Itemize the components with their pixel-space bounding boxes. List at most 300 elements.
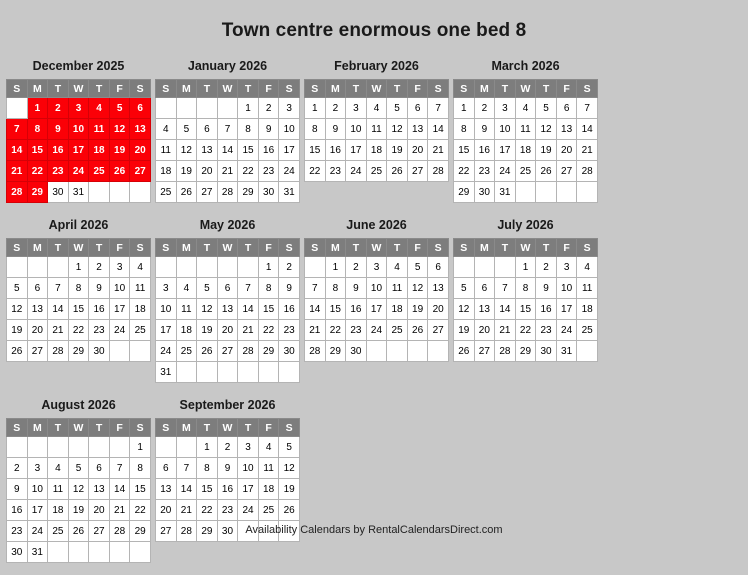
available-day-cell[interactable]: 28 (217, 182, 238, 203)
available-day-cell[interactable]: 17 (346, 140, 367, 161)
available-day-cell[interactable]: 13 (27, 299, 48, 320)
available-day-cell[interactable]: 21 (109, 500, 130, 521)
available-day-cell[interactable]: 10 (366, 278, 387, 299)
available-day-cell[interactable]: 27 (89, 521, 110, 542)
available-day-cell[interactable]: 21 (577, 140, 598, 161)
available-day-cell[interactable]: 19 (454, 320, 475, 341)
booked-day-cell[interactable]: 21 (7, 161, 28, 182)
available-day-cell[interactable]: 14 (48, 299, 69, 320)
available-day-cell[interactable]: 31 (27, 542, 48, 563)
available-day-cell[interactable]: 27 (156, 521, 177, 542)
available-day-cell[interactable]: 2 (279, 257, 300, 278)
available-day-cell[interactable]: 19 (279, 479, 300, 500)
available-day-cell[interactable]: 29 (515, 341, 536, 362)
available-day-cell[interactable]: 3 (238, 437, 259, 458)
available-day-cell[interactable]: 9 (346, 278, 367, 299)
available-day-cell[interactable]: 4 (387, 257, 408, 278)
available-day-cell[interactable]: 24 (495, 161, 516, 182)
available-day-cell[interactable]: 25 (366, 161, 387, 182)
available-day-cell[interactable]: 19 (536, 140, 557, 161)
available-day-cell[interactable]: 2 (258, 98, 279, 119)
booked-day-cell[interactable]: 5 (109, 98, 130, 119)
available-day-cell[interactable]: 31 (156, 362, 177, 383)
available-day-cell[interactable]: 15 (258, 299, 279, 320)
available-day-cell[interactable]: 7 (495, 278, 516, 299)
available-day-cell[interactable]: 26 (407, 320, 428, 341)
available-day-cell[interactable]: 27 (474, 341, 495, 362)
booked-day-cell[interactable]: 10 (68, 119, 89, 140)
available-day-cell[interactable]: 11 (130, 278, 151, 299)
available-day-cell[interactable]: 10 (279, 119, 300, 140)
available-day-cell[interactable]: 27 (556, 161, 577, 182)
available-day-cell[interactable]: 1 (130, 437, 151, 458)
available-day-cell[interactable]: 2 (536, 257, 557, 278)
available-day-cell[interactable]: 3 (156, 278, 177, 299)
available-day-cell[interactable]: 1 (197, 437, 218, 458)
booked-day-cell[interactable]: 1 (27, 98, 48, 119)
available-day-cell[interactable]: 21 (305, 320, 326, 341)
available-day-cell[interactable]: 4 (48, 458, 69, 479)
available-day-cell[interactable]: 7 (428, 98, 449, 119)
available-day-cell[interactable]: 4 (577, 257, 598, 278)
available-day-cell[interactable]: 18 (130, 299, 151, 320)
available-day-cell[interactable]: 18 (515, 140, 536, 161)
booked-day-cell[interactable]: 17 (68, 140, 89, 161)
available-day-cell[interactable]: 5 (387, 98, 408, 119)
available-day-cell[interactable]: 16 (325, 140, 346, 161)
available-day-cell[interactable]: 22 (197, 500, 218, 521)
available-day-cell[interactable]: 9 (536, 278, 557, 299)
available-day-cell[interactable]: 11 (156, 140, 177, 161)
available-day-cell[interactable]: 9 (279, 278, 300, 299)
available-day-cell[interactable]: 3 (279, 98, 300, 119)
available-day-cell[interactable]: 10 (495, 119, 516, 140)
available-day-cell[interactable]: 24 (346, 161, 367, 182)
available-day-cell[interactable]: 3 (27, 458, 48, 479)
available-day-cell[interactable]: 18 (48, 500, 69, 521)
available-day-cell[interactable]: 4 (176, 278, 197, 299)
available-day-cell[interactable]: 6 (156, 458, 177, 479)
available-day-cell[interactable]: 6 (197, 119, 218, 140)
available-day-cell[interactable]: 14 (217, 140, 238, 161)
available-day-cell[interactable]: 16 (536, 299, 557, 320)
available-day-cell[interactable]: 25 (48, 521, 69, 542)
available-day-cell[interactable]: 24 (279, 161, 300, 182)
available-day-cell[interactable]: 26 (197, 341, 218, 362)
available-day-cell[interactable]: 9 (474, 119, 495, 140)
available-day-cell[interactable]: 10 (238, 458, 259, 479)
booked-day-cell[interactable]: 2 (48, 98, 69, 119)
available-day-cell[interactable]: 24 (156, 341, 177, 362)
booked-day-cell[interactable]: 29 (27, 182, 48, 203)
available-day-cell[interactable]: 6 (407, 98, 428, 119)
available-day-cell[interactable]: 5 (197, 278, 218, 299)
available-day-cell[interactable]: 17 (238, 479, 259, 500)
available-day-cell[interactable]: 8 (515, 278, 536, 299)
available-day-cell[interactable]: 3 (556, 257, 577, 278)
available-day-cell[interactable]: 30 (536, 341, 557, 362)
available-day-cell[interactable]: 15 (305, 140, 326, 161)
available-day-cell[interactable]: 11 (258, 458, 279, 479)
booked-day-cell[interactable]: 15 (27, 140, 48, 161)
available-day-cell[interactable]: 14 (238, 299, 259, 320)
booked-day-cell[interactable]: 20 (130, 140, 151, 161)
available-day-cell[interactable]: 13 (89, 479, 110, 500)
available-day-cell[interactable]: 26 (536, 161, 557, 182)
available-day-cell[interactable]: 1 (258, 257, 279, 278)
available-day-cell[interactable]: 2 (89, 257, 110, 278)
available-day-cell[interactable]: 8 (130, 458, 151, 479)
available-day-cell[interactable]: 17 (279, 140, 300, 161)
available-day-cell[interactable]: 24 (109, 320, 130, 341)
available-day-cell[interactable]: 5 (407, 257, 428, 278)
available-day-cell[interactable]: 1 (515, 257, 536, 278)
available-day-cell[interactable]: 30 (474, 182, 495, 203)
available-day-cell[interactable]: 18 (387, 299, 408, 320)
available-day-cell[interactable]: 5 (7, 278, 28, 299)
available-day-cell[interactable]: 21 (176, 500, 197, 521)
booked-day-cell[interactable]: 9 (48, 119, 69, 140)
available-day-cell[interactable]: 10 (156, 299, 177, 320)
available-day-cell[interactable]: 28 (109, 521, 130, 542)
available-day-cell[interactable]: 9 (325, 119, 346, 140)
booked-day-cell[interactable]: 3 (68, 98, 89, 119)
available-day-cell[interactable]: 6 (27, 278, 48, 299)
available-day-cell[interactable]: 18 (176, 320, 197, 341)
available-day-cell[interactable]: 20 (474, 320, 495, 341)
available-day-cell[interactable]: 21 (48, 320, 69, 341)
available-day-cell[interactable]: 1 (454, 98, 475, 119)
available-day-cell[interactable]: 6 (556, 98, 577, 119)
available-day-cell[interactable]: 1 (305, 98, 326, 119)
available-day-cell[interactable]: 9 (7, 479, 28, 500)
available-day-cell[interactable]: 26 (7, 341, 28, 362)
available-day-cell[interactable]: 28 (495, 341, 516, 362)
available-day-cell[interactable]: 22 (454, 161, 475, 182)
available-day-cell[interactable]: 5 (176, 119, 197, 140)
available-day-cell[interactable]: 12 (387, 119, 408, 140)
available-day-cell[interactable]: 19 (407, 299, 428, 320)
available-day-cell[interactable]: 31 (279, 182, 300, 203)
booked-day-cell[interactable]: 27 (130, 161, 151, 182)
available-day-cell[interactable]: 11 (387, 278, 408, 299)
available-day-cell[interactable]: 13 (217, 299, 238, 320)
available-day-cell[interactable]: 12 (68, 479, 89, 500)
available-day-cell[interactable]: 20 (156, 500, 177, 521)
available-day-cell[interactable]: 5 (279, 437, 300, 458)
available-day-cell[interactable]: 14 (577, 119, 598, 140)
available-day-cell[interactable]: 16 (89, 299, 110, 320)
available-day-cell[interactable]: 7 (238, 278, 259, 299)
booked-day-cell[interactable]: 12 (109, 119, 130, 140)
available-day-cell[interactable]: 12 (407, 278, 428, 299)
available-day-cell[interactable]: 10 (27, 479, 48, 500)
available-day-cell[interactable]: 11 (515, 119, 536, 140)
available-day-cell[interactable]: 16 (258, 140, 279, 161)
available-day-cell[interactable]: 16 (7, 500, 28, 521)
available-day-cell[interactable]: 12 (454, 299, 475, 320)
available-day-cell[interactable]: 25 (130, 320, 151, 341)
available-day-cell[interactable]: 24 (366, 320, 387, 341)
available-day-cell[interactable]: 20 (217, 320, 238, 341)
available-day-cell[interactable]: 28 (48, 341, 69, 362)
available-day-cell[interactable]: 13 (556, 119, 577, 140)
available-day-cell[interactable]: 23 (346, 320, 367, 341)
available-day-cell[interactable]: 8 (258, 278, 279, 299)
available-day-cell[interactable]: 13 (197, 140, 218, 161)
available-day-cell[interactable]: 22 (305, 161, 326, 182)
available-day-cell[interactable]: 6 (428, 257, 449, 278)
booked-day-cell[interactable]: 14 (7, 140, 28, 161)
available-day-cell[interactable]: 17 (27, 500, 48, 521)
available-day-cell[interactable]: 8 (325, 278, 346, 299)
available-day-cell[interactable]: 29 (454, 182, 475, 203)
available-day-cell[interactable]: 28 (577, 161, 598, 182)
available-day-cell[interactable]: 11 (48, 479, 69, 500)
available-day-cell[interactable]: 22 (515, 320, 536, 341)
available-day-cell[interactable]: 20 (197, 161, 218, 182)
available-day-cell[interactable]: 17 (109, 299, 130, 320)
available-day-cell[interactable]: 22 (258, 320, 279, 341)
available-day-cell[interactable]: 12 (7, 299, 28, 320)
booked-day-cell[interactable]: 19 (109, 140, 130, 161)
available-day-cell[interactable]: 17 (495, 140, 516, 161)
available-day-cell[interactable]: 28 (305, 341, 326, 362)
available-day-cell[interactable]: 29 (238, 182, 259, 203)
available-day-cell[interactable]: 23 (536, 320, 557, 341)
available-day-cell[interactable]: 29 (258, 341, 279, 362)
available-day-cell[interactable]: 19 (387, 140, 408, 161)
booked-day-cell[interactable]: 7 (7, 119, 28, 140)
available-day-cell[interactable]: 2 (325, 98, 346, 119)
available-day-cell[interactable]: 8 (238, 119, 259, 140)
available-day-cell[interactable]: 19 (197, 320, 218, 341)
available-day-cell[interactable]: 3 (346, 98, 367, 119)
available-day-cell[interactable]: 16 (346, 299, 367, 320)
available-day-cell[interactable]: 23 (474, 161, 495, 182)
available-day-cell[interactable]: 18 (577, 299, 598, 320)
available-day-cell[interactable]: 20 (428, 299, 449, 320)
available-day-cell[interactable]: 30 (48, 182, 69, 203)
available-day-cell[interactable]: 4 (130, 257, 151, 278)
available-day-cell[interactable]: 14 (109, 479, 130, 500)
available-day-cell[interactable]: 3 (109, 257, 130, 278)
available-day-cell[interactable]: 22 (238, 161, 259, 182)
available-day-cell[interactable]: 22 (130, 500, 151, 521)
available-day-cell[interactable]: 23 (279, 320, 300, 341)
available-day-cell[interactable]: 21 (495, 320, 516, 341)
available-day-cell[interactable]: 22 (325, 320, 346, 341)
available-day-cell[interactable]: 18 (156, 161, 177, 182)
available-day-cell[interactable]: 23 (217, 500, 238, 521)
available-day-cell[interactable]: 16 (279, 299, 300, 320)
available-day-cell[interactable]: 19 (68, 500, 89, 521)
available-day-cell[interactable]: 23 (258, 161, 279, 182)
available-day-cell[interactable]: 30 (217, 521, 238, 542)
available-day-cell[interactable]: 20 (27, 320, 48, 341)
available-day-cell[interactable]: 16 (217, 479, 238, 500)
available-day-cell[interactable]: 13 (474, 299, 495, 320)
available-day-cell[interactable]: 15 (454, 140, 475, 161)
available-day-cell[interactable]: 24 (556, 320, 577, 341)
available-day-cell[interactable]: 31 (68, 182, 89, 203)
available-day-cell[interactable]: 2 (346, 257, 367, 278)
available-day-cell[interactable]: 7 (577, 98, 598, 119)
available-day-cell[interactable]: 13 (156, 479, 177, 500)
booked-day-cell[interactable]: 28 (7, 182, 28, 203)
available-day-cell[interactable]: 21 (238, 320, 259, 341)
available-day-cell[interactable]: 25 (577, 320, 598, 341)
available-day-cell[interactable]: 19 (7, 320, 28, 341)
available-day-cell[interactable]: 25 (156, 182, 177, 203)
available-day-cell[interactable]: 4 (156, 119, 177, 140)
available-day-cell[interactable]: 18 (366, 140, 387, 161)
available-day-cell[interactable]: 23 (325, 161, 346, 182)
booked-day-cell[interactable]: 11 (89, 119, 110, 140)
available-day-cell[interactable]: 8 (305, 119, 326, 140)
available-day-cell[interactable]: 29 (197, 521, 218, 542)
booked-day-cell[interactable]: 26 (109, 161, 130, 182)
available-day-cell[interactable]: 18 (258, 479, 279, 500)
available-day-cell[interactable]: 19 (176, 161, 197, 182)
available-day-cell[interactable]: 27 (27, 341, 48, 362)
available-day-cell[interactable]: 30 (7, 542, 28, 563)
available-day-cell[interactable]: 11 (577, 278, 598, 299)
available-day-cell[interactable]: 4 (258, 437, 279, 458)
available-day-cell[interactable]: 5 (454, 278, 475, 299)
available-day-cell[interactable]: 10 (346, 119, 367, 140)
booked-day-cell[interactable]: 23 (48, 161, 69, 182)
available-day-cell[interactable]: 15 (130, 479, 151, 500)
available-day-cell[interactable]: 17 (556, 299, 577, 320)
booked-day-cell[interactable]: 18 (89, 140, 110, 161)
available-day-cell[interactable]: 25 (176, 341, 197, 362)
available-day-cell[interactable]: 8 (68, 278, 89, 299)
available-day-cell[interactable]: 24 (27, 521, 48, 542)
booked-day-cell[interactable]: 22 (27, 161, 48, 182)
available-day-cell[interactable]: 14 (176, 479, 197, 500)
available-day-cell[interactable]: 12 (176, 140, 197, 161)
available-day-cell[interactable]: 29 (325, 341, 346, 362)
available-day-cell[interactable]: 12 (536, 119, 557, 140)
available-day-cell[interactable]: 2 (474, 98, 495, 119)
available-day-cell[interactable]: 26 (68, 521, 89, 542)
available-day-cell[interactable]: 15 (238, 140, 259, 161)
available-day-cell[interactable]: 21 (217, 161, 238, 182)
available-day-cell[interactable]: 20 (556, 140, 577, 161)
available-day-cell[interactable]: 11 (366, 119, 387, 140)
available-day-cell[interactable]: 9 (258, 119, 279, 140)
available-day-cell[interactable]: 28 (176, 521, 197, 542)
available-day-cell[interactable]: 6 (89, 458, 110, 479)
available-day-cell[interactable]: 7 (217, 119, 238, 140)
available-day-cell[interactable]: 25 (258, 500, 279, 521)
available-day-cell[interactable]: 26 (176, 182, 197, 203)
available-day-cell[interactable]: 25 (515, 161, 536, 182)
available-day-cell[interactable]: 26 (279, 500, 300, 521)
available-day-cell[interactable]: 23 (89, 320, 110, 341)
available-day-cell[interactable]: 30 (279, 341, 300, 362)
available-day-cell[interactable]: 28 (238, 341, 259, 362)
available-day-cell[interactable]: 26 (454, 341, 475, 362)
available-day-cell[interactable]: 24 (238, 500, 259, 521)
booked-day-cell[interactable]: 25 (89, 161, 110, 182)
booked-day-cell[interactable]: 8 (27, 119, 48, 140)
available-day-cell[interactable]: 15 (515, 299, 536, 320)
available-day-cell[interactable]: 17 (156, 320, 177, 341)
available-day-cell[interactable]: 7 (48, 278, 69, 299)
available-day-cell[interactable]: 1 (325, 257, 346, 278)
available-day-cell[interactable]: 6 (217, 278, 238, 299)
available-day-cell[interactable]: 13 (428, 278, 449, 299)
available-day-cell[interactable]: 10 (556, 278, 577, 299)
available-day-cell[interactable]: 12 (197, 299, 218, 320)
available-day-cell[interactable]: 25 (387, 320, 408, 341)
available-day-cell[interactable]: 1 (238, 98, 259, 119)
available-day-cell[interactable]: 27 (217, 341, 238, 362)
available-day-cell[interactable]: 12 (279, 458, 300, 479)
available-day-cell[interactable]: 14 (428, 119, 449, 140)
available-day-cell[interactable]: 3 (495, 98, 516, 119)
available-day-cell[interactable]: 30 (89, 341, 110, 362)
available-day-cell[interactable]: 20 (407, 140, 428, 161)
available-day-cell[interactable]: 5 (68, 458, 89, 479)
booked-day-cell[interactable]: 13 (130, 119, 151, 140)
booked-day-cell[interactable]: 6 (130, 98, 151, 119)
available-day-cell[interactable]: 27 (407, 161, 428, 182)
available-day-cell[interactable]: 8 (197, 458, 218, 479)
available-day-cell[interactable]: 26 (387, 161, 408, 182)
available-day-cell[interactable]: 29 (68, 341, 89, 362)
available-day-cell[interactable]: 28 (428, 161, 449, 182)
available-day-cell[interactable]: 30 (346, 341, 367, 362)
available-day-cell[interactable]: 17 (366, 299, 387, 320)
available-day-cell[interactable]: 31 (556, 341, 577, 362)
available-day-cell[interactable]: 27 (428, 320, 449, 341)
available-day-cell[interactable]: 2 (7, 458, 28, 479)
available-day-cell[interactable]: 5 (536, 98, 557, 119)
available-day-cell[interactable]: 15 (68, 299, 89, 320)
available-day-cell[interactable]: 10 (109, 278, 130, 299)
available-day-cell[interactable]: 22 (68, 320, 89, 341)
available-day-cell[interactable]: 15 (197, 479, 218, 500)
booked-day-cell[interactable]: 16 (48, 140, 69, 161)
available-day-cell[interactable]: 14 (495, 299, 516, 320)
available-day-cell[interactable]: 8 (454, 119, 475, 140)
available-day-cell[interactable]: 27 (197, 182, 218, 203)
available-day-cell[interactable]: 1 (68, 257, 89, 278)
available-day-cell[interactable]: 15 (325, 299, 346, 320)
available-day-cell[interactable]: 13 (407, 119, 428, 140)
available-day-cell[interactable]: 23 (7, 521, 28, 542)
available-day-cell[interactable]: 16 (474, 140, 495, 161)
booked-day-cell[interactable]: 24 (68, 161, 89, 182)
available-day-cell[interactable]: 6 (474, 278, 495, 299)
available-day-cell[interactable]: 31 (495, 182, 516, 203)
available-day-cell[interactable]: 30 (258, 182, 279, 203)
available-day-cell[interactable]: 4 (515, 98, 536, 119)
available-day-cell[interactable]: 2 (217, 437, 238, 458)
available-day-cell[interactable]: 14 (305, 299, 326, 320)
available-day-cell[interactable]: 21 (428, 140, 449, 161)
available-day-cell[interactable]: 3 (366, 257, 387, 278)
available-day-cell[interactable]: 7 (305, 278, 326, 299)
available-day-cell[interactable]: 9 (89, 278, 110, 299)
available-day-cell[interactable]: 7 (176, 458, 197, 479)
available-day-cell[interactable]: 20 (89, 500, 110, 521)
booked-day-cell[interactable]: 4 (89, 98, 110, 119)
available-day-cell[interactable]: 9 (217, 458, 238, 479)
